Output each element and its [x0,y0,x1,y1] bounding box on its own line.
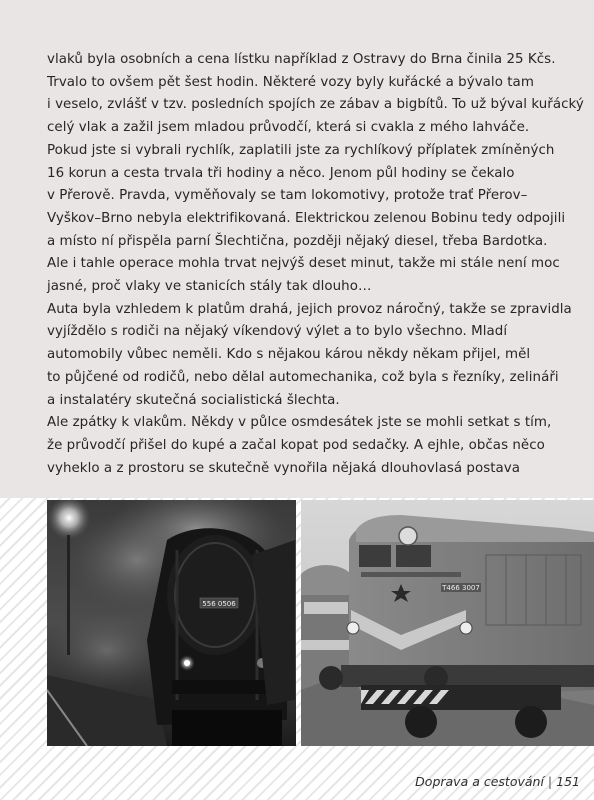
footer-section-title: Doprava a cestování [415,774,544,789]
text-line: vlaků byla osobních a cena lístku například z Ostravy do Brna činila 25 Kčs. [47,52,556,67]
loco-number-plate: 556 0506 [202,600,236,608]
text-line: a místo ní přispěla parní Šlechtična, později nějaký diesel, třeba Bardotka. [47,233,548,249]
text-line: vyjíždělo s rodiči na nějaký víkendový výlet a to bylo všechno. Mladí [47,324,508,340]
text-line: to půjčené od rodičů, nebo dělal automechanika, což byla s řezníky, zelináři [47,369,559,385]
text-line: Auta byla vzhledem k platům drahá, jejich provoz náročný, takže se zpravidla [47,301,572,317]
text-line: celý vlak a zažil jsem mladou průvodčí, která si cvakla z mého lahváče. [47,120,530,136]
text-line: Vyškov–Brno nebyla elektrifikovaná. Elektrickou zelenou Bobinu tedy odpojili [47,210,566,226]
footer-separator: | [547,774,553,789]
diesel-locomotive-photo [301,500,594,746]
text-line: Trvalo to ovšem pět šest hodin. Některé vozy byly kuřácké a bývalo tam [47,74,534,90]
text-line: Ale i tahle operace mohla trvat nejvýš deset minut, takže mi stále není moc [47,256,560,272]
text-line: Ale zpátky k vlakům. Někdy v půlce osmdesátek jste se mohli setkat s tím, [47,415,552,431]
page-footer [415,774,580,789]
page-number: 151 [556,774,580,789]
text-line: automobily vůbec neměli. Kdo s nějakou károu někdy někam přijel, měl [47,347,531,363]
text-line: Pokud jste si vybrali rychlík, zaplatili jste za rychlíkový příplatek zmíněných [47,142,555,158]
text-line: v Přerově. Pravda, vyměňovaly se tam lokomotivy, protože trať Přerov– [47,188,528,204]
text-line: a instalatéry skutečná socialistická šlechta. [47,392,340,408]
text-line: i veselo, zvlášť v tzv. posledních spojích ze zábav a bigbítů. To už býval kuřácký [47,97,584,113]
text-line: že průvodčí přišel do kupé a začal kopat pod sedačky. A ejhle, občas něco [47,437,545,453]
text-line: vyheklo a z prostoru se skutečně vynořila nějaká dlouhovlasá postava [47,460,521,476]
body-text [47,49,587,480]
diesel-number-plate: T466 3007 [442,584,480,592]
text-line: 16 korun a cesta trvala tři hodiny a něco. Jenom půl hodiny se čekalo [47,165,515,181]
text-line: jasné, proč vlaky ve stanicích stály tak dlouho… [47,279,372,295]
steam-locomotive-photo [47,500,296,746]
